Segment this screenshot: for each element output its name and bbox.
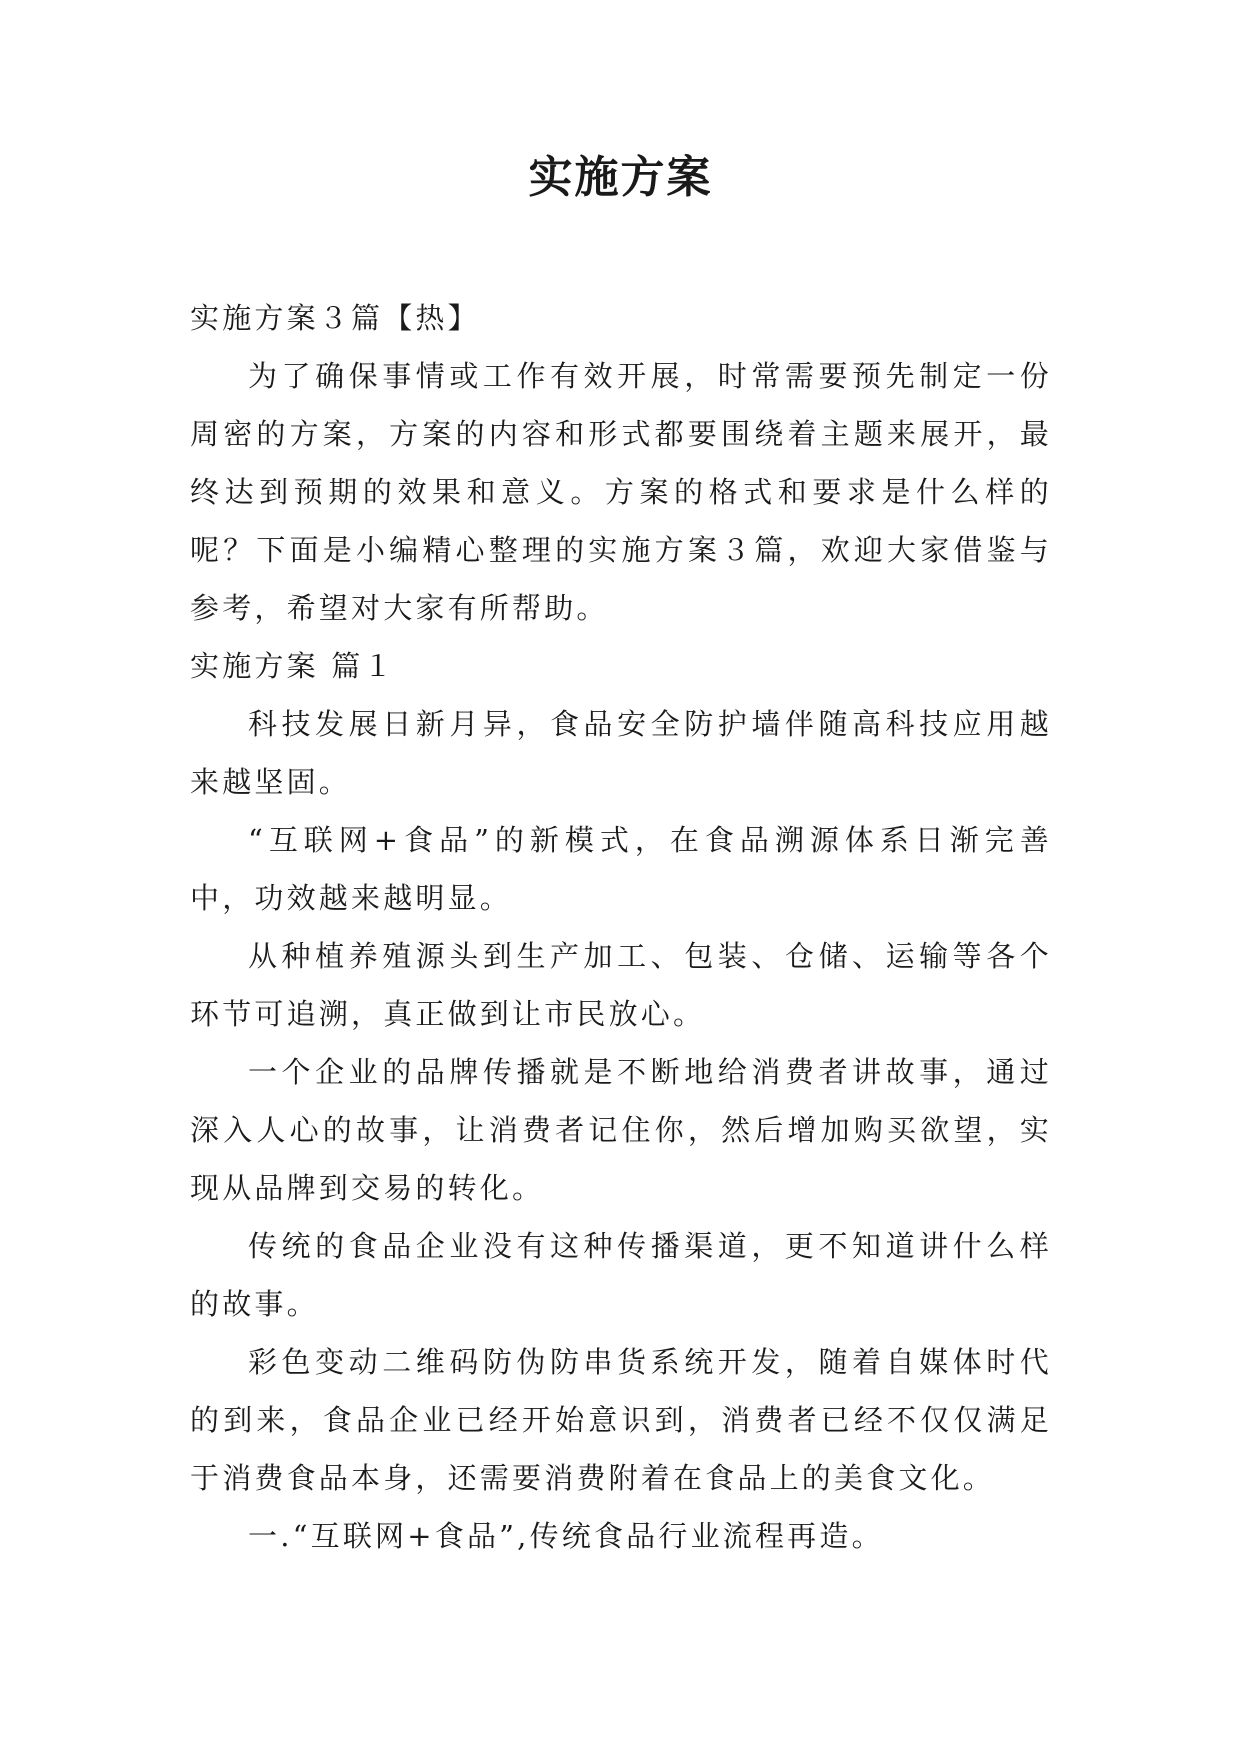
body-paragraph: 科技发展日新月异，食品安全防护墙伴随高科技应用越来越坚固。	[190, 707, 1052, 799]
body-paragraph: “互联网+食品”的新模式，在食品溯源体系日渐完善中，功效越来越明显。	[190, 823, 1052, 915]
section-heading: 实施方案３篇【热】	[190, 301, 480, 335]
body-paragraph: 彩色变动二维码防伪防串货系统开发，随着自媒体时代的到来，食品企业已经开始意识到，消费者已经不仅仅满足于消费食品本身，还需要消费附着在食品上的美食文化。	[190, 1345, 1052, 1495]
document-title: 实施方案	[528, 152, 713, 203]
body-paragraph: 一个企业的品牌传播就是不断地给消费者讲故事，通过深入人心的故事，让消费者记住你，然后增加购买欲望，实现从品牌到交易的转化。	[190, 1055, 1052, 1205]
body-paragraph: 传统的食品企业没有这种传播渠道，更不知道讲什么样的故事。	[190, 1229, 1052, 1321]
body-paragraph: 从种植养殖源头到生产加工、包装、仓储、运输等各个环节可追溯，真正做到让市民放心。	[190, 939, 1052, 1031]
section-heading: 实施方案 篇１	[190, 649, 396, 683]
document-body	[190, 289, 1052, 1565]
body-paragraph: 一.“互联网+食品”,传统食品行业流程再造。	[248, 1519, 884, 1553]
intro-paragraph: 为了确保事情或工作有效开展，时常需要预先制定一份周密的方案，方案的内容和形式都要围绕着主题来展开，最终达到预期的效果和意义。方案的格式和要求是什么样的呢？下面是小编精心整理的实施方案３篇，欢迎大家借鉴与参考，希望对大家有所帮助。	[190, 359, 1052, 625]
